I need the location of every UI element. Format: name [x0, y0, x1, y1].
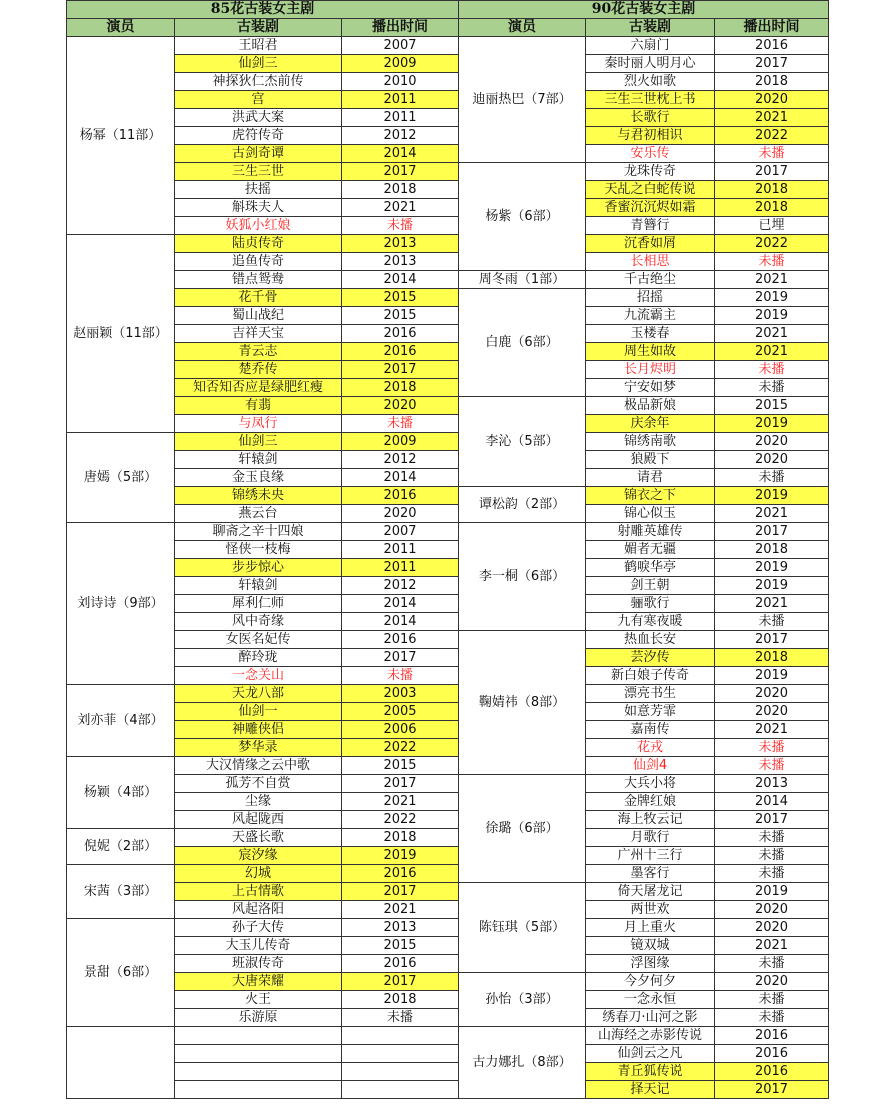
drama-row [459, 973, 829, 991]
drama-title-cell: 尘缘 [175, 793, 342, 811]
drama-title-cell: 金玉良缘 [175, 469, 342, 487]
air-year-cell: 未播 [715, 991, 829, 1009]
air-year-cell: 2017 [715, 811, 829, 829]
air-year-cell: 2007 [342, 37, 459, 55]
drama-title-cell: 山海经之赤影传说 [586, 1027, 715, 1045]
drama-title-cell: 轩辕剑 [175, 577, 342, 595]
left-header-actor: 演员 [67, 19, 175, 37]
air-year-cell: 2011 [342, 541, 459, 559]
drama-title-cell: 一念永恒 [586, 991, 715, 1009]
air-year-cell: 2017 [715, 523, 829, 541]
air-year-cell: 2018 [342, 379, 459, 397]
actor-cell: 杨幂（11部） [67, 37, 175, 235]
actor-cell [67, 1027, 175, 1099]
drama-title-cell: 大兵小将 [586, 775, 715, 793]
drama-title-cell: 醉玲珑 [175, 649, 342, 667]
right-table-90 [458, 0, 829, 1099]
air-year-cell: 2021 [715, 109, 829, 127]
drama-title-cell: 月上重火 [586, 919, 715, 937]
drama-row [459, 775, 829, 793]
air-year-cell: 2016 [715, 1045, 829, 1063]
actor-cell: 宋茜（3部） [67, 865, 175, 919]
air-year-cell: 未播 [715, 955, 829, 973]
air-year-cell: 2019 [715, 577, 829, 595]
actor-cell: 杨紫（6部） [459, 163, 586, 271]
drama-title-cell: 怪侠一枝梅 [175, 541, 342, 559]
air-year-cell: 2017 [715, 55, 829, 73]
drama-title-cell: 蜀山战纪 [175, 307, 342, 325]
drama-title-cell: 鹤唳华亭 [586, 559, 715, 577]
drama-title-cell: 两世欢 [586, 901, 715, 919]
drama-title-cell: 宫 [175, 91, 342, 109]
air-year-cell: 2016 [342, 631, 459, 649]
air-year-cell: 2017 [342, 973, 459, 991]
drama-row [67, 433, 459, 451]
drama-title-cell: 妖狐小红娘 [175, 217, 342, 235]
drama-title-cell: 海上牧云记 [586, 811, 715, 829]
air-year-cell: 2013 [715, 775, 829, 793]
air-year-cell: 未播 [715, 379, 829, 397]
drama-title-cell: 六扇门 [586, 37, 715, 55]
drama-title-cell: 九流霸主 [586, 307, 715, 325]
actor-cell: 李一桐（6部） [459, 523, 586, 631]
air-year-cell: 未播 [715, 253, 829, 271]
drama-title-cell: 聊斋之辛十四娘 [175, 523, 342, 541]
air-year-cell: 2005 [342, 703, 459, 721]
actor-cell: 周冬雨（1部） [459, 271, 586, 289]
actor-cell: 徐璐（6部） [459, 775, 586, 883]
drama-title-cell: 倚天屠龙记 [586, 883, 715, 901]
drama-row [67, 919, 459, 937]
drama-title-cell: 仙剑一 [175, 703, 342, 721]
air-year-cell: 未播 [715, 865, 829, 883]
air-year-cell: 未播 [715, 847, 829, 865]
drama-title-cell: 天盛长歌 [175, 829, 342, 847]
air-year-cell: 2016 [342, 865, 459, 883]
actor-cell: 杨颖（4部） [67, 757, 175, 829]
drama-title-cell: 天龙八部 [175, 685, 342, 703]
drama-row [67, 685, 459, 703]
air-year-cell: 未播 [715, 739, 829, 757]
drama-title-cell: 三生三世枕上书 [586, 91, 715, 109]
drama-row [459, 883, 829, 901]
left-table-85 [66, 0, 459, 1099]
air-year-cell: 2019 [715, 415, 829, 433]
drama-title-cell: 女医名妃传 [175, 631, 342, 649]
actor-cell: 赵丽颖（11部） [67, 235, 175, 433]
air-year-cell: 2021 [342, 901, 459, 919]
drama-row [459, 397, 829, 415]
drama-row [459, 1027, 829, 1045]
drama-title-cell: 秦时丽人明月心 [586, 55, 715, 73]
air-year-cell: 2003 [342, 685, 459, 703]
air-year-cell: 2019 [715, 883, 829, 901]
right-group-title: 90花古装女主剧 [459, 1, 829, 19]
air-year-cell: 2015 [342, 937, 459, 955]
drama-title-cell: 古剑奇谭 [175, 145, 342, 163]
drama-title-cell: 招摇 [586, 289, 715, 307]
drama-title-cell: 择天记 [586, 1081, 715, 1099]
drama-row [67, 865, 459, 883]
air-year-cell: 2015 [715, 397, 829, 415]
drama-title-cell: 长歌行 [586, 109, 715, 127]
actor-cell: 景甜（6部） [67, 919, 175, 1027]
drama-title-cell: 错点鸳鸯 [175, 271, 342, 289]
air-year-cell: 2020 [342, 397, 459, 415]
drama-title-cell: 广州十三行 [586, 847, 715, 865]
air-year-cell: 2017 [715, 631, 829, 649]
drama-title-cell: 庆余年 [586, 415, 715, 433]
drama-title-cell: 锦衣之下 [586, 487, 715, 505]
air-year-cell: 2018 [342, 991, 459, 1009]
drama-title-cell: 香蜜沉沉烬如霜 [586, 199, 715, 217]
drama-title-cell [175, 1063, 342, 1081]
air-year-cell: 2022 [342, 739, 459, 757]
right-header-actor: 演员 [459, 19, 586, 37]
air-year-cell: 2017 [342, 163, 459, 181]
drama-title-cell: 骊歌行 [586, 595, 715, 613]
drama-title-cell: 锦心似玉 [586, 505, 715, 523]
drama-title-cell: 大唐荣耀 [175, 973, 342, 991]
drama-title-cell: 仙剑三 [175, 55, 342, 73]
air-year-cell [342, 1063, 459, 1081]
drama-row [67, 757, 459, 775]
drama-title-cell: 青丘狐传说 [586, 1063, 715, 1081]
air-year-cell: 2022 [715, 127, 829, 145]
drama-title-cell [175, 1081, 342, 1099]
air-year-cell: 2016 [342, 325, 459, 343]
drama-title-cell: 龙珠传奇 [586, 163, 715, 181]
drama-title-cell: 浮图缘 [586, 955, 715, 973]
drama-title-cell: 轩辕剑 [175, 451, 342, 469]
air-year-cell: 2012 [342, 127, 459, 145]
air-year-cell: 2022 [342, 811, 459, 829]
drama-row [67, 235, 459, 253]
air-year-cell: 2014 [715, 793, 829, 811]
air-year-cell: 2014 [342, 469, 459, 487]
actor-cell: 谭松韵（2部） [459, 487, 586, 523]
air-year-cell: 2018 [715, 181, 829, 199]
drama-title-cell: 嘉南传 [586, 721, 715, 739]
air-year-cell: 未播 [715, 469, 829, 487]
air-year-cell: 2015 [342, 757, 459, 775]
air-year-cell: 2011 [342, 91, 459, 109]
air-year-cell: 2013 [342, 253, 459, 271]
drama-title-cell: 今夕何夕 [586, 973, 715, 991]
drama-title-cell: 周生如故 [586, 343, 715, 361]
air-year-cell: 2020 [715, 973, 829, 991]
drama-title-cell: 仙剑云之凡 [586, 1045, 715, 1063]
air-year-cell: 2016 [342, 955, 459, 973]
air-year-cell: 未播 [342, 1009, 459, 1027]
air-year-cell: 2017 [342, 883, 459, 901]
air-year-cell: 2021 [715, 271, 829, 289]
drama-title-cell: 三生三世 [175, 163, 342, 181]
air-year-cell [342, 1027, 459, 1045]
drama-title-cell: 请君 [586, 469, 715, 487]
drama-title-cell: 锦绣未央 [175, 487, 342, 505]
drama-row [67, 523, 459, 541]
air-year-cell: 未播 [342, 217, 459, 235]
drama-title-cell: 乐游原 [175, 1009, 342, 1027]
air-year-cell: 2016 [342, 487, 459, 505]
air-year-cell: 2012 [342, 577, 459, 595]
drama-title-cell: 九有寒夜暖 [586, 613, 715, 631]
drama-title-cell: 班淑传奇 [175, 955, 342, 973]
actor-cell: 孙怡（3部） [459, 973, 586, 1027]
drama-title-cell: 长相思 [586, 253, 715, 271]
air-year-cell: 2019 [715, 289, 829, 307]
drama-title-cell: 剑王朝 [586, 577, 715, 595]
drama-title-cell: 金牌红娘 [586, 793, 715, 811]
air-year-cell: 2019 [715, 487, 829, 505]
air-year-cell: 2019 [342, 847, 459, 865]
air-year-cell: 2016 [342, 343, 459, 361]
drama-title-cell: 上古情歌 [175, 883, 342, 901]
drama-title-cell: 梦华录 [175, 739, 342, 757]
air-year-cell: 2012 [342, 451, 459, 469]
drama-title-cell: 斛珠夫人 [175, 199, 342, 217]
drama-title-cell: 火王 [175, 991, 342, 1009]
air-year-cell: 2018 [715, 541, 829, 559]
drama-title-cell: 月歌行 [586, 829, 715, 847]
drama-title-cell: 射雕英雄传 [586, 523, 715, 541]
air-year-cell: 2019 [715, 559, 829, 577]
air-year-cell: 2020 [715, 451, 829, 469]
air-year-cell: 2007 [342, 523, 459, 541]
air-year-cell: 2021 [715, 937, 829, 955]
air-year-cell: 2016 [715, 37, 829, 55]
drama-title-cell: 锦绣南歌 [586, 433, 715, 451]
air-year-cell: 2020 [715, 901, 829, 919]
right-header-airtime: 播出时间 [715, 19, 829, 37]
drama-title-cell: 虎符传奇 [175, 127, 342, 145]
air-year-cell: 2019 [715, 667, 829, 685]
air-year-cell: 2021 [715, 595, 829, 613]
drama-title-cell [175, 1027, 342, 1045]
air-year-cell: 2014 [342, 595, 459, 613]
drama-title-cell: 幻城 [175, 865, 342, 883]
drama-title-cell: 大玉儿传奇 [175, 937, 342, 955]
drama-title-cell: 青簪行 [586, 217, 715, 235]
air-year-cell: 2014 [342, 613, 459, 631]
air-year-cell: 2014 [342, 271, 459, 289]
drama-title-cell: 追鱼传奇 [175, 253, 342, 271]
air-year-cell: 2006 [342, 721, 459, 739]
air-year-cell: 2021 [715, 721, 829, 739]
drama-title-cell: 风起洛阳 [175, 901, 342, 919]
air-year-cell [342, 1045, 459, 1063]
air-year-cell: 2022 [715, 235, 829, 253]
air-year-cell: 2018 [715, 199, 829, 217]
air-year-cell: 2020 [715, 685, 829, 703]
drama-title-cell: 楚乔传 [175, 361, 342, 379]
air-year-cell: 2017 [715, 1081, 829, 1099]
air-year-cell: 2018 [715, 73, 829, 91]
drama-title-cell: 王昭君 [175, 37, 342, 55]
air-year-cell: 未播 [715, 613, 829, 631]
air-year-cell: 2017 [342, 775, 459, 793]
air-year-cell: 2020 [715, 433, 829, 451]
drama-row [459, 289, 829, 307]
air-year-cell: 2013 [342, 919, 459, 937]
air-year-cell: 未播 [715, 145, 829, 163]
air-year-cell: 2010 [342, 73, 459, 91]
drama-title-cell: 玉楼春 [586, 325, 715, 343]
air-year-cell: 2021 [342, 793, 459, 811]
air-year-cell: 未播 [715, 829, 829, 847]
air-year-cell: 2014 [342, 145, 459, 163]
actor-cell: 白鹿（6部） [459, 289, 586, 397]
air-year-cell: 未播 [342, 667, 459, 685]
actor-cell: 古力娜扎（8部） [459, 1027, 586, 1099]
drama-title-cell: 风中奇缘 [175, 613, 342, 631]
drama-title-cell: 仙剑4 [586, 757, 715, 775]
drama-title-cell: 风起陇西 [175, 811, 342, 829]
actor-cell: 迪丽热巴（7部） [459, 37, 586, 163]
air-year-cell [342, 1081, 459, 1099]
air-year-cell: 2021 [715, 343, 829, 361]
drama-row [67, 37, 459, 55]
drama-title-cell: 犀利仁师 [175, 595, 342, 613]
left-header-airtime: 播出时间 [342, 19, 459, 37]
air-year-cell: 2009 [342, 55, 459, 73]
drama-row [459, 631, 829, 649]
actor-cell: 李沁（5部） [459, 397, 586, 487]
drama-title-cell: 青云志 [175, 343, 342, 361]
drama-row [67, 1027, 459, 1045]
air-year-cell: 2020 [715, 91, 829, 109]
drama-title-cell: 沉香如屑 [586, 235, 715, 253]
air-year-cell: 未播 [715, 361, 829, 379]
air-year-cell: 2017 [342, 361, 459, 379]
drama-title-cell: 新白娘子传奇 [586, 667, 715, 685]
drama-title-cell: 绣春刀·山河之影 [586, 1009, 715, 1027]
drama-title-cell [175, 1045, 342, 1063]
drama-title-cell: 天乩之白蛇传说 [586, 181, 715, 199]
air-year-cell: 2021 [715, 505, 829, 523]
air-year-cell: 2016 [715, 1027, 829, 1045]
drama-title-cell: 大汉情缘之云中歌 [175, 757, 342, 775]
drama-title-cell: 步步惊心 [175, 559, 342, 577]
air-year-cell: 2019 [715, 307, 829, 325]
drama-title-cell: 花千骨 [175, 289, 342, 307]
drama-title-cell: 长月烬明 [586, 361, 715, 379]
air-year-cell: 2018 [342, 829, 459, 847]
air-year-cell: 2013 [342, 235, 459, 253]
drama-title-cell: 知否知否应是绿肥红瘦 [175, 379, 342, 397]
drama-title-cell: 媚者无疆 [586, 541, 715, 559]
drama-row [459, 163, 829, 181]
drama-title-cell: 燕云台 [175, 505, 342, 523]
drama-title-cell: 安乐传 [586, 145, 715, 163]
air-year-cell: 2015 [342, 307, 459, 325]
air-year-cell: 2011 [342, 559, 459, 577]
air-year-cell: 未播 [342, 415, 459, 433]
actor-cell: 倪妮（2部） [67, 829, 175, 865]
drama-title-cell: 神探狄仁杰前传 [175, 73, 342, 91]
drama-title-cell: 极品新娘 [586, 397, 715, 415]
drama-title-cell: 花戎 [586, 739, 715, 757]
actor-cell: 刘诗诗（9部） [67, 523, 175, 685]
air-year-cell: 2016 [715, 1063, 829, 1081]
left-header-drama: 古装剧 [175, 19, 342, 37]
drama-title-cell: 热血长安 [586, 631, 715, 649]
drama-title-cell: 墨客行 [586, 865, 715, 883]
air-year-cell: 已埋 [715, 217, 829, 235]
air-year-cell: 2020 [715, 919, 829, 937]
drama-title-cell: 有翡 [175, 397, 342, 415]
actor-cell: 唐嫣（5部） [67, 433, 175, 523]
air-year-cell: 2017 [342, 649, 459, 667]
air-year-cell: 2017 [715, 163, 829, 181]
drama-title-cell: 孤芳不自赏 [175, 775, 342, 793]
drama-row [459, 37, 829, 55]
drama-title-cell: 与君初相识 [586, 127, 715, 145]
drama-title-cell: 一念关山 [175, 667, 342, 685]
actor-cell: 刘亦菲（4部） [67, 685, 175, 757]
right-header-drama: 古装剧 [586, 19, 715, 37]
air-year-cell: 2018 [715, 649, 829, 667]
drama-title-cell: 陆贞传奇 [175, 235, 342, 253]
drama-title-cell: 镜双城 [586, 937, 715, 955]
actor-cell: 鞠婧祎（8部） [459, 631, 586, 775]
drama-row [67, 829, 459, 847]
drama-title-cell: 漂亮书生 [586, 685, 715, 703]
air-year-cell: 2020 [342, 505, 459, 523]
air-year-cell: 2021 [342, 199, 459, 217]
drama-title-cell: 仙剑三 [175, 433, 342, 451]
air-year-cell: 2009 [342, 433, 459, 451]
drama-title-cell: 洪武大案 [175, 109, 342, 127]
air-year-cell: 未播 [715, 1009, 829, 1027]
left-group-title: 85花古装女主剧 [67, 1, 459, 19]
air-year-cell: 2015 [342, 289, 459, 307]
actor-cell: 陈钰琪（5部） [459, 883, 586, 973]
drama-title-cell: 扶摇 [175, 181, 342, 199]
drama-row [459, 523, 829, 541]
drama-row [459, 271, 829, 289]
air-year-cell: 2018 [342, 181, 459, 199]
drama-title-cell: 吉祥天宝 [175, 325, 342, 343]
drama-title-cell: 神雕侠侣 [175, 721, 342, 739]
drama-title-cell: 狼殿下 [586, 451, 715, 469]
drama-title-cell: 烈火如歌 [586, 73, 715, 91]
drama-title-cell: 宁安如梦 [586, 379, 715, 397]
drama-title-cell: 孙子大传 [175, 919, 342, 937]
drama-title-cell: 如意芳霏 [586, 703, 715, 721]
air-year-cell: 2011 [342, 109, 459, 127]
air-year-cell: 2021 [715, 325, 829, 343]
air-year-cell: 2020 [715, 703, 829, 721]
drama-row [459, 487, 829, 505]
drama-title-cell: 芸汐传 [586, 649, 715, 667]
drama-title-cell: 与凤行 [175, 415, 342, 433]
drama-title-cell: 千古绝尘 [586, 271, 715, 289]
drama-title-cell: 宸汐缘 [175, 847, 342, 865]
air-year-cell: 未播 [715, 757, 829, 775]
